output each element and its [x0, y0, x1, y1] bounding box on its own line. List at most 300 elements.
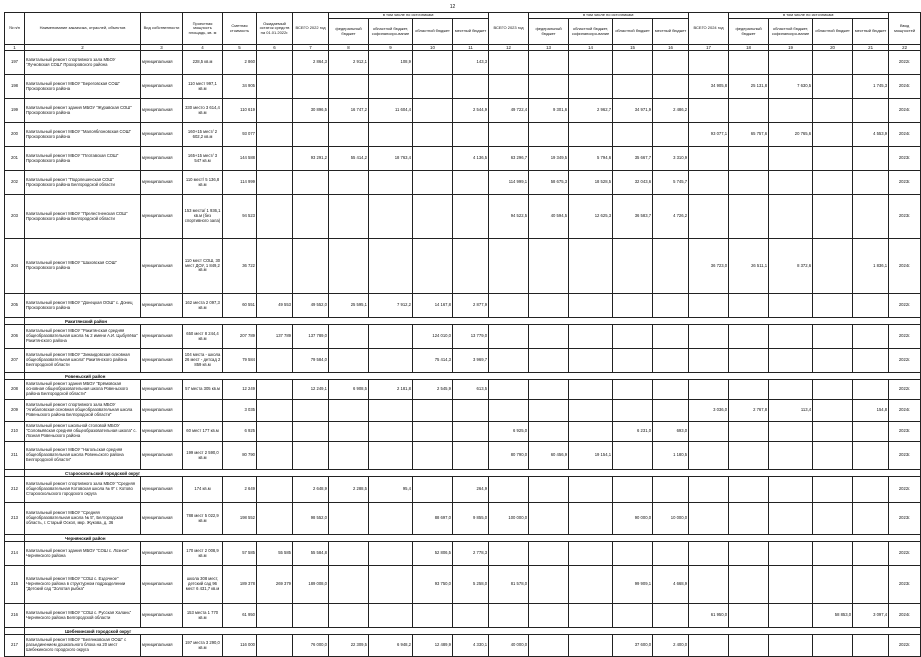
table-cell: 13 779,0	[453, 325, 489, 349]
col-name: Наименование заказчика, отраслей, объектов	[25, 13, 141, 45]
table-cell	[769, 349, 813, 373]
table-cell	[769, 442, 813, 470]
table-cell	[529, 542, 569, 566]
table-cell	[489, 380, 529, 400]
table-cell: 61 950,0	[689, 604, 729, 628]
table-cell	[613, 123, 653, 147]
table-cell	[293, 442, 329, 470]
table-cell: 2 767,8	[729, 400, 769, 422]
table-cell: 110 мест/ 5 136,8 кв.м	[183, 171, 223, 195]
table-cell	[257, 195, 293, 239]
table-cell: Капитальный ремонт МБОУ "Донецкая ООШ" с. Донец Прохоровского района	[25, 294, 141, 318]
table-cell	[813, 294, 853, 318]
table-cell	[853, 171, 889, 195]
table-cell: муниципальная	[141, 477, 183, 503]
table-cell	[769, 294, 813, 318]
table-cell	[257, 99, 293, 123]
table-cell: Капитальный ремонт МБОУ "СОШ с. Русская Халань" Чернянского района Белгородской области	[25, 604, 141, 628]
table-cell	[729, 349, 769, 373]
section-row	[5, 318, 921, 325]
table-cell: Капитальный ремонт МБОУ "Прелестненская СОШ" Прохоровского района Белгородской области	[25, 195, 141, 239]
table-cell: 110 619	[223, 99, 257, 123]
col-capacity: Проектная мощность площадь, кв. м	[183, 13, 223, 45]
table-cell: 1 180,5	[653, 442, 689, 470]
table-cell: Капитальный ремонт МБОУ "Зинаидовская основная общеобразовательная школа" Ракитянского района Белгородской области	[25, 349, 141, 373]
table-cell	[853, 325, 889, 349]
column-number: 22	[889, 45, 921, 51]
table-cell	[413, 477, 453, 503]
table-cell: 216	[5, 604, 25, 628]
table-cell: 60 551	[223, 294, 257, 318]
table-cell: 330 место 3 614,4 кв.м	[183, 99, 223, 123]
section-title: Ровеньский район	[25, 373, 921, 380]
table-cell	[689, 147, 729, 171]
table-cell: 205	[5, 294, 25, 318]
table-cell: муниципальная	[141, 51, 183, 75]
table-cell	[853, 442, 889, 470]
table-cell	[453, 123, 489, 147]
table-cell: 80 790	[223, 442, 257, 470]
col-regional-2024: областной бюджет	[813, 19, 853, 45]
table-cell: 110 мест СОШ, 30 мест ДОУ, 1 849,2 кв.м	[183, 239, 223, 294]
table-cell: Капитальный ремонт спортивного зала МБОУ "Лучковская СОШ" Прохоровского района	[25, 51, 141, 75]
table-cell: 114 999	[223, 171, 257, 195]
table-cell: 99 909,1	[613, 566, 653, 604]
table-cell: 2 486,2	[653, 99, 689, 123]
table-cell	[689, 566, 729, 604]
table-cell: 4 330,1	[453, 635, 489, 657]
table-cell	[489, 400, 529, 422]
table-cell	[853, 503, 889, 535]
table-cell: 36 723,0	[689, 239, 729, 294]
table-cell	[729, 566, 769, 604]
table-cell: 49 722,4	[489, 99, 529, 123]
table-cell	[813, 542, 853, 566]
table-cell	[613, 477, 653, 503]
table-cell	[653, 477, 689, 503]
table-cell: Капитальный ремонт спортивного зала МБОУ "Агибаловская основная общеобразовательная школа Ровеньского района Белгородской области"	[25, 400, 141, 422]
table-row	[5, 635, 921, 657]
table-cell	[653, 400, 689, 422]
col-federal-2024: федеральный бюджет	[729, 19, 769, 45]
table-cell	[529, 349, 569, 373]
table-cell: 189 378	[223, 566, 257, 604]
table-cell: 12 489,9	[413, 635, 453, 657]
table-cell	[729, 294, 769, 318]
table-cell: 2024г.	[889, 400, 921, 422]
table-cell	[769, 147, 813, 171]
table-cell: 9 301,6	[529, 99, 569, 123]
table-cell: 153 места 1 770 кв.м	[183, 604, 223, 628]
col-total-2023: ВСЕГО 2023 год	[489, 13, 529, 45]
column-number: 1	[5, 45, 25, 51]
col-estimate: Сметная стоимость	[223, 13, 257, 45]
col-no: № п/п	[5, 13, 25, 45]
table-cell: 2024г.	[889, 99, 921, 123]
section-spacer	[5, 535, 25, 542]
table-cell	[453, 604, 489, 628]
table-cell: 34 905,8	[689, 75, 729, 99]
table-cell: 60 456,9	[529, 442, 569, 470]
table-cell: Капитальный ремонт "Подолешенская СОШ" Прохоровского района Белгородской области	[25, 171, 141, 195]
table-cell	[813, 400, 853, 422]
table-cell	[813, 325, 853, 349]
table-cell	[569, 604, 613, 628]
table-cell	[769, 566, 813, 604]
table-cell	[413, 171, 453, 195]
table-cell: 79 584,0	[293, 349, 329, 373]
table-row	[5, 477, 921, 503]
table-cell: 58 675,3	[529, 171, 569, 195]
table-cell: 6 231,0	[613, 422, 653, 442]
column-number: 3	[141, 45, 183, 51]
table-cell: 2 544,9	[453, 99, 489, 123]
table-cell: 2022г.	[889, 380, 921, 400]
table-cell	[529, 635, 569, 657]
table-cell	[653, 604, 689, 628]
table-cell: 137 789	[257, 325, 293, 349]
table-cell: 40 594,5	[529, 195, 569, 239]
table-cell	[369, 349, 413, 373]
col-regional-cofin-2023: областной бюджет, софинансиро-вание	[569, 19, 613, 45]
table-cell	[569, 51, 613, 75]
table-cell	[689, 635, 729, 657]
column-number: 17	[689, 45, 729, 51]
table-cell	[529, 123, 569, 147]
section-spacer	[5, 628, 25, 635]
column-number: 4	[183, 45, 223, 51]
table-row	[5, 195, 921, 239]
table-cell	[653, 542, 689, 566]
col-sources-2023: в том числе по источникам:	[529, 13, 689, 19]
table-cell	[729, 422, 769, 442]
table-cell	[413, 400, 453, 422]
table-cell: 22 309,5	[329, 635, 369, 657]
table-cell	[613, 604, 653, 628]
section-row	[5, 470, 921, 477]
table-row	[5, 325, 921, 349]
table-cell	[257, 380, 293, 400]
table-cell: 9 855,0	[453, 503, 489, 535]
table-cell	[729, 195, 769, 239]
table-cell	[853, 51, 889, 75]
col-regional-2022: областной бюджет	[413, 19, 453, 45]
table-cell: Капитальный ремонт МБОУ "СОШ с. Ездочное" Чернянского района в структурном подразделении "Детский сад "Золотая рыбка"	[25, 566, 141, 604]
table-cell: 210	[5, 422, 25, 442]
table-cell: 90 000,0	[613, 503, 653, 535]
table-cell	[689, 294, 729, 318]
table-cell	[569, 503, 613, 535]
col-regional-2023: областной бюджет	[613, 19, 653, 45]
table-cell: муниципальная	[141, 400, 183, 422]
table-cell	[853, 380, 889, 400]
table-cell: 57 585	[223, 542, 257, 566]
table-cell	[653, 325, 689, 349]
table-cell: Капитальный ремонт школьной столовой МБОУ "Соловьёвская средняя общеобразовательная школа" с. Лозная Ровеньского района	[25, 422, 141, 442]
table-cell: 110 мест 997,1 кв.м	[183, 75, 223, 99]
table-cell	[813, 147, 853, 171]
table-cell: Капитальный ремонт МБОУ "Средняя общеобразовательная школа № 5", Белгородская область, г. Старый Оскол, мкр. Жукова, д. 36	[25, 503, 141, 535]
table-cell	[489, 123, 529, 147]
table-cell: 613,5	[453, 380, 489, 400]
table-cell: 114 999,1	[489, 171, 529, 195]
table-cell	[853, 294, 889, 318]
table-cell: 215	[5, 566, 25, 604]
table-cell	[293, 400, 329, 422]
table-cell	[329, 542, 369, 566]
table-cell: 25 131,8	[729, 75, 769, 99]
table-cell	[413, 239, 453, 294]
table-cell: муниципальная	[141, 503, 183, 535]
table-cell	[329, 171, 369, 195]
table-cell	[453, 239, 489, 294]
table-cell	[769, 325, 813, 349]
table-cell: 36 722	[223, 239, 257, 294]
table-row	[5, 400, 921, 422]
table-cell: Капитальный ремонт МБОУ "Ракитянская средняя общеобразовательная школа № 2 имени А.И. Цыбулёва" Ракитянского района	[25, 325, 141, 349]
table-row	[5, 422, 921, 442]
table-cell: 80 790,0	[489, 442, 529, 470]
column-number: 6	[257, 45, 293, 51]
table-cell: 2 860	[223, 51, 257, 75]
table-cell: 113,4	[769, 400, 813, 422]
table-cell	[413, 147, 453, 171]
table-cell: Капитальный ремонт здания МБОУ "Журавская СОШ" Прохоровского района	[25, 99, 141, 123]
table-cell: 4 668,9	[653, 566, 689, 604]
table-cell: 11 604,4	[369, 99, 413, 123]
table-cell	[613, 51, 653, 75]
table-cell: 189 008,0	[293, 566, 329, 604]
table-cell: 4 726,2	[653, 195, 689, 239]
table-row	[5, 147, 921, 171]
table-cell: 2023г.	[889, 503, 921, 535]
table-cell	[257, 477, 293, 503]
table-cell: 1 745,3	[853, 75, 889, 99]
page-number: 12	[449, 4, 456, 10]
table-cell: 137 789,0	[293, 325, 329, 349]
table-cell	[489, 239, 529, 294]
table-cell	[653, 75, 689, 99]
table-cell	[853, 477, 889, 503]
table-cell	[489, 325, 529, 349]
table-cell	[257, 147, 293, 171]
table-cell: 75 414,3	[413, 349, 453, 373]
table-cell: 65 757,6	[729, 123, 769, 147]
table-cell: 199	[5, 99, 25, 123]
table-cell: Капитальный ремонт МБОУ "Береговская СОШ" Прохоровского района	[25, 75, 141, 99]
table-cell: 93 291,2	[293, 147, 329, 171]
table-cell	[453, 442, 489, 470]
table-cell	[813, 503, 853, 535]
table-body	[5, 51, 921, 657]
table-cell: Капитальный ремонт здания МБОУ "Ерёмовская основная общеобразовательная школа Ровеньского района Белгородской области"	[25, 380, 141, 400]
table-cell	[613, 75, 653, 99]
table-cell	[729, 51, 769, 75]
table-cell	[769, 99, 813, 123]
table-cell	[329, 75, 369, 99]
table-cell	[369, 75, 413, 99]
table-cell	[689, 51, 729, 75]
table-cell	[329, 195, 369, 239]
table-cell: 5 258,0	[453, 566, 489, 604]
table-cell	[813, 566, 853, 604]
table-cell	[813, 349, 853, 373]
table-cell	[689, 171, 729, 195]
table-cell: 116 000	[223, 635, 257, 657]
table-cell	[257, 239, 293, 294]
table-cell	[369, 442, 413, 470]
table-cell	[689, 380, 729, 400]
table-cell	[569, 566, 613, 604]
table-cell: 144 588	[223, 147, 257, 171]
table-cell	[453, 422, 489, 442]
table-cell: 81 578,0	[489, 566, 529, 604]
table-cell: 788 мест 5 022,9 кв.м	[183, 503, 223, 535]
table-cell	[853, 542, 889, 566]
table-cell	[813, 123, 853, 147]
table-cell: 206	[5, 325, 25, 349]
table-cell: 61 950	[223, 604, 257, 628]
table-cell: 93 077,1	[689, 123, 729, 147]
table-row	[5, 442, 921, 470]
table-cell	[453, 75, 489, 99]
section-row	[5, 628, 921, 635]
table-cell	[369, 400, 413, 422]
table-cell	[689, 325, 729, 349]
table-cell	[369, 195, 413, 239]
table-cell: 2023г.	[889, 442, 921, 470]
table-cell	[257, 349, 293, 373]
table-cell	[293, 604, 329, 628]
table-cell	[329, 604, 369, 628]
table-cell: 8 372,6	[769, 239, 813, 294]
table-cell: 7 630,5	[769, 75, 813, 99]
table-cell	[569, 542, 613, 566]
table-cell	[769, 635, 813, 657]
table-cell	[453, 195, 489, 239]
table-cell	[489, 75, 529, 99]
table-cell: 198 552	[223, 503, 257, 535]
table-cell	[813, 477, 853, 503]
table-cell	[329, 349, 369, 373]
table-cell: 3 035	[223, 400, 257, 422]
table-cell	[369, 239, 413, 294]
table-cell	[613, 380, 653, 400]
table-cell: 160+15 мест/ 2 602,2 кв.м	[183, 123, 223, 147]
col-federal-2022: федеральный бюджет	[329, 19, 369, 45]
table-cell: 57 места 305 кв.м	[183, 380, 223, 400]
column-number: 9	[369, 45, 413, 51]
table-cell: Капитальный ремонт здания МБОУ "СОШ с. Лозное" Чернянского района	[25, 542, 141, 566]
table-cell	[369, 604, 413, 628]
table-cell: 3 097,4	[853, 604, 889, 628]
table-cell	[293, 123, 329, 147]
table-cell	[529, 400, 569, 422]
table-cell	[769, 195, 813, 239]
table-cell	[369, 123, 413, 147]
table-cell: 2022г.	[889, 635, 921, 657]
table-cell: 37 600,0	[613, 635, 653, 657]
table-cell: 217	[5, 635, 25, 657]
table-cell	[813, 75, 853, 99]
table-cell: 32 043,6	[613, 171, 653, 195]
table-cell: 2 962,7	[569, 99, 613, 123]
section-spacer	[5, 470, 25, 477]
table-cell	[729, 171, 769, 195]
table-cell	[853, 635, 889, 657]
table-cell	[413, 442, 453, 470]
table-cell	[489, 294, 529, 318]
column-number: 21	[853, 45, 889, 51]
table-cell	[689, 195, 729, 239]
table-cell	[569, 635, 613, 657]
table-cell: 170 мест 2 008,9 кв.м	[183, 542, 223, 566]
table-cell: 7 912,2	[369, 294, 413, 318]
table-cell: 55 585	[257, 542, 293, 566]
table-cell	[569, 294, 613, 318]
table-cell	[413, 51, 453, 75]
table-cell	[257, 51, 293, 75]
table-cell: Капитальный ремонт МБОУ "Белянковская ООШ" с разъединением дошкольного блока на 20 мест Шебекинского городского округа	[25, 635, 141, 657]
table-cell: 2023г.	[889, 195, 921, 239]
table-cell: 55 584,8	[293, 542, 329, 566]
table-cell	[689, 503, 729, 535]
column-number: 18	[729, 45, 769, 51]
table-row	[5, 380, 921, 400]
table-cell	[613, 294, 653, 318]
table-cell: 2 288,5	[329, 477, 369, 503]
table-cell: 6 948,2	[369, 635, 413, 657]
table-cell	[569, 325, 613, 349]
table-cell: 20 765,6	[769, 123, 813, 147]
table-cell: 6 925,0	[489, 422, 529, 442]
table-cell	[813, 195, 853, 239]
table-cell	[653, 349, 689, 373]
table-cell: 95,4	[369, 477, 413, 503]
table-cell: 4 136,5	[453, 147, 489, 171]
table-cell	[413, 99, 453, 123]
table-cell: 14 167,8	[413, 294, 453, 318]
table-cell	[257, 442, 293, 470]
table-cell: 212	[5, 477, 25, 503]
col-federal-2023: федеральный бюджет	[529, 19, 569, 45]
table-cell	[413, 422, 453, 442]
table-cell: муниципальная	[141, 294, 183, 318]
table-cell: 201	[5, 147, 25, 171]
table-cell	[653, 239, 689, 294]
table-cell: 2 912,1	[329, 51, 369, 75]
table-cell	[729, 542, 769, 566]
table-cell	[369, 503, 413, 535]
column-number: 19	[769, 45, 813, 51]
table-cell: 2022г.	[889, 51, 921, 75]
table-cell	[529, 604, 569, 628]
table-cell: 207	[5, 349, 25, 373]
table-cell: 213	[5, 503, 25, 535]
table-cell	[769, 503, 813, 535]
table-row	[5, 123, 921, 147]
table-cell	[489, 51, 529, 75]
table-row	[5, 239, 921, 294]
table-cell: муниципальная	[141, 195, 183, 239]
table-cell: 165+15 мест/ 3 547 кв.м	[183, 147, 223, 171]
table-cell: 2022г.	[889, 542, 921, 566]
table-cell: 79 584	[223, 349, 257, 373]
table-cell	[769, 380, 813, 400]
table-cell	[453, 400, 489, 422]
table-row	[5, 542, 921, 566]
table-cell	[329, 123, 369, 147]
